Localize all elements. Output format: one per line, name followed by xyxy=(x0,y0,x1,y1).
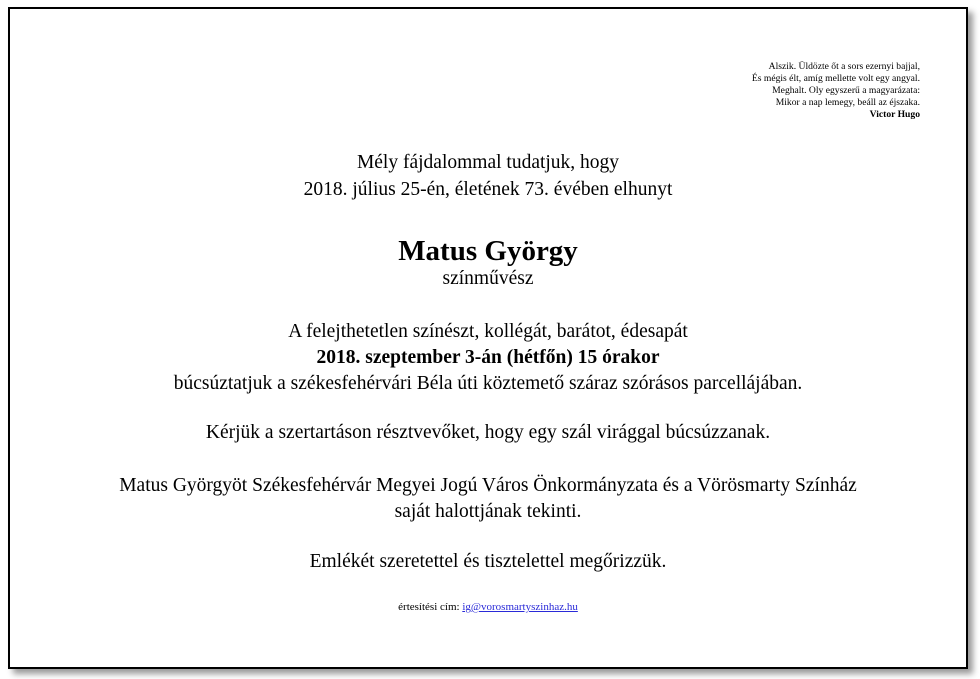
intro-line-1: Mély fájdalommal tudatjuk, hogy xyxy=(356,152,620,173)
ceremony-text xyxy=(10,319,966,397)
quote-line: Alszik. Üldözte őt a sors ezernyi bajjal, xyxy=(768,61,920,72)
notice-frame xyxy=(8,7,968,669)
quote-line: Mikor a nap lemegy, beáll az éjszaka. xyxy=(775,97,920,108)
honor-text xyxy=(10,473,966,525)
honor-line-1: Matus Györgyöt Székesfehérvár Megyei Jogú Város Önkormányzata és a Vörösmarty Színház xyxy=(119,475,857,496)
ceremony-line-3: búcsúztatjuk a székesfehérvári Béla úti köztemető száraz szórásos parcellájában. xyxy=(173,373,803,394)
contact-email-link[interactable]: ig@vorosmartyszinhaz.hu xyxy=(462,601,578,613)
quote-line: És mégis élt, amíg mellette volt egy angyal. xyxy=(751,73,920,84)
flower-request: Kérjük a szertartáson résztvevőket, hogy egy szál virággal búcsúzzanak. xyxy=(205,422,771,443)
deceased-name: Matus György xyxy=(398,235,578,267)
intro-text xyxy=(10,149,966,203)
closing-text: Emlékét szeretettel és tisztelettel megőrizzük. xyxy=(309,551,667,572)
honor-line-2: saját halottjának tekinti. xyxy=(394,501,582,522)
ceremony-line-1: A felejthetetlen színészt, kollégát, barátot, édesapát xyxy=(288,321,688,342)
deceased-occupation: színművész xyxy=(442,268,534,289)
quote-line: Meghalt. Oly egyszerű a magyarázata: xyxy=(772,85,920,96)
contact-line xyxy=(10,599,966,615)
ceremony-date-time: 2018. szeptember 3-án (hétfőn) 15 órakor xyxy=(316,347,660,368)
quote-author: Victor Hugo xyxy=(869,109,920,120)
epigraph-quote xyxy=(752,61,920,121)
contact-label: értesítési cím: xyxy=(398,601,460,613)
intro-line-2: 2018. július 25-én, életének 73. évében elhunyt xyxy=(303,179,673,200)
